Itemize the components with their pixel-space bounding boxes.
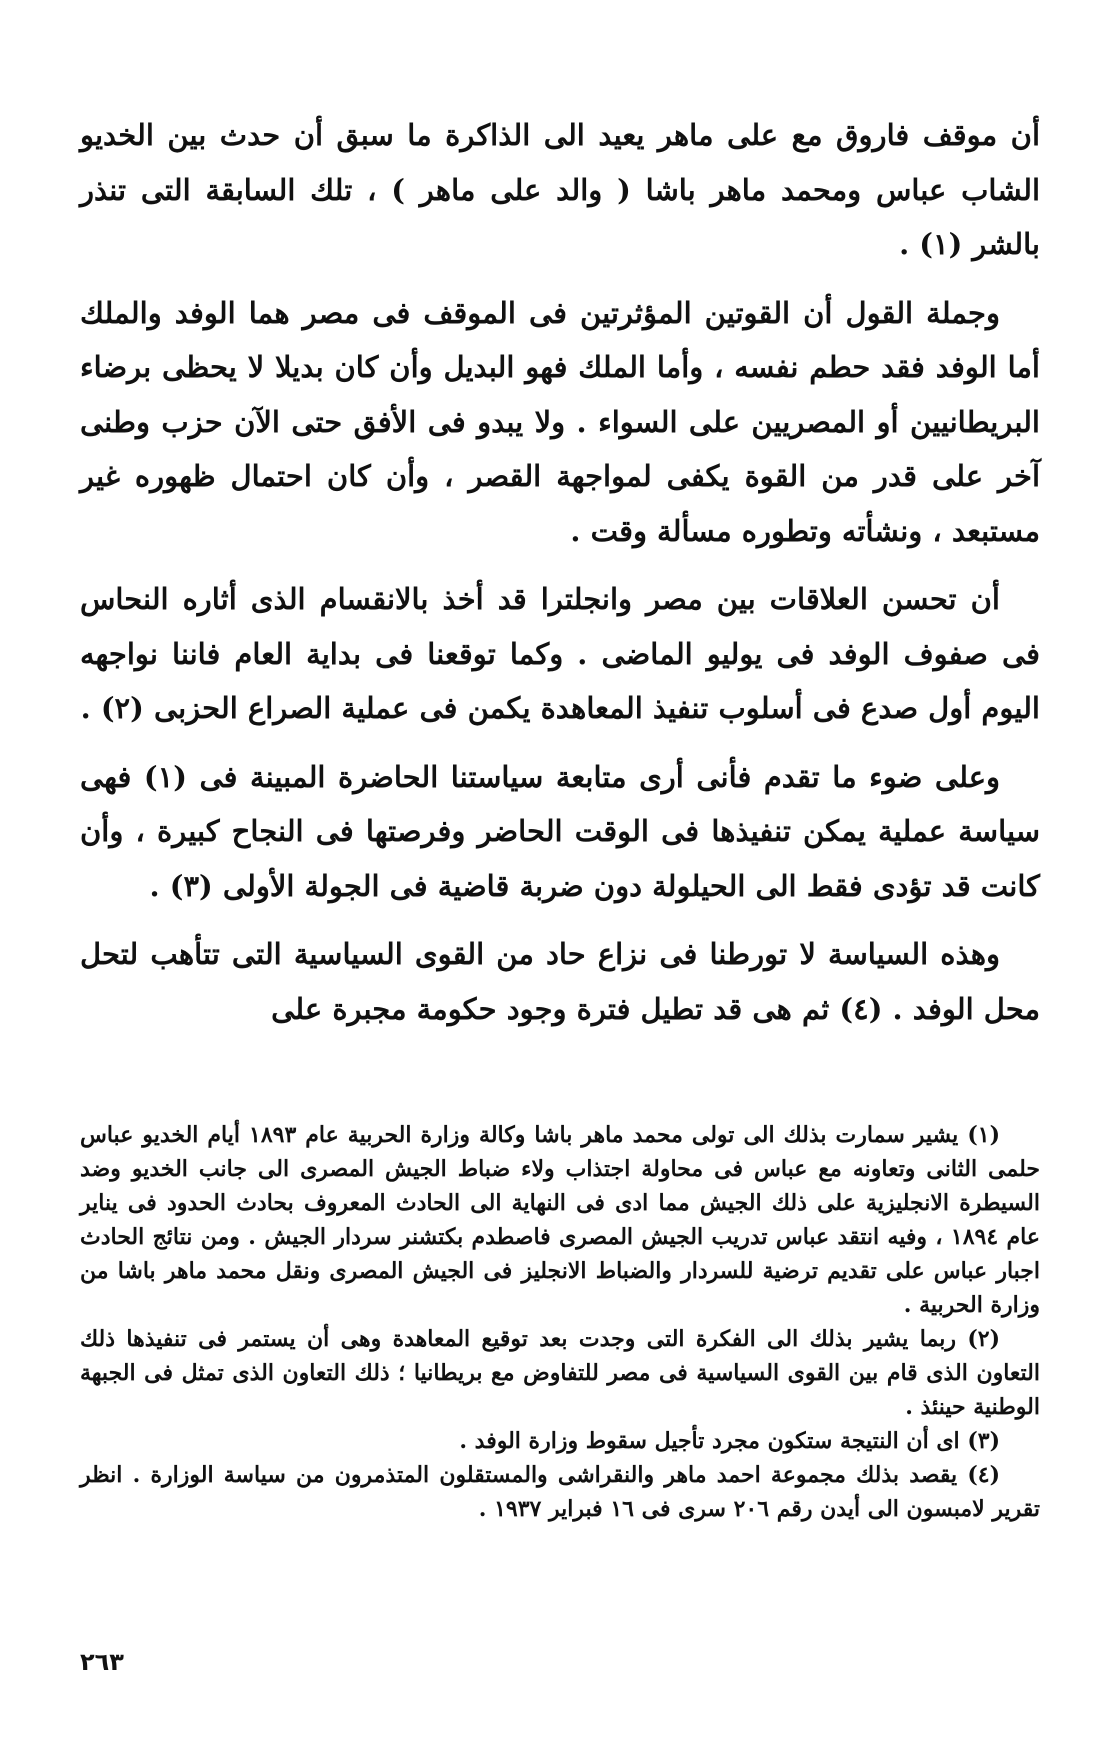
paragraph-3: أن تحسن العلاقات بين مصر وانجلترا قد أخذ بالانقسام الذى أثاره النحاس فى صفوف الوفد فى يوليو الماضى . وكما توقعنا فى بداية العام فاننا نواجهه اليوم أول صدع فى أسلوب تنفيذ المعاهدة يكمن فى عملية الصراع الحزبى (٢) . xyxy=(80,582,1040,725)
footnote-4: (٤) يقصد بذلك مجموعة احمد ماهر والنقراشى والمستقلون المتذمرون من سياسة الوزارة . انظر تقرير لامبسون الى أيدن رقم ٢٠٦ سرى فى ١٦ فبراير ١٩٣٧ . xyxy=(80,1462,1040,1522)
page-number: ٢٦٣ xyxy=(80,1648,124,1676)
paragraph-5: وهذه السياسة لا تورطنا فى نزاع حاد من القوى السياسية التى تتأهب لتحل محل الوفد . (٤) ثم هى قد تطيل فترة وجود حكومة مجبرة على xyxy=(80,937,1040,1026)
paragraph-1: أن موقف فاروق مع على ماهر يعيد الى الذاكرة ما سبق أن حدث بين الخديو الشاب عباس ومحمد ماهر باشا ( والد على ماهر ) ، تلك السابقة التى تنذر بالشر (١) . xyxy=(80,118,1040,261)
footnote-1: (١) يشير سمارت بذلك الى تولى محمد ماهر باشا وكالة وزارة الحربية عام ١٨٩٣ أيام الخديو عباس حلمى الثانى وتعاونه مع عباس فى محاولة اجتذاب ولاء ضباط الجيش المصرى الى جانب الخديو وضد السيطرة الانجليزية على ذلك الجيش مما ادى فى النهاية الى الحادث المعروف بحادث الحدود فى يناير عام ١٨٩٤ ، وفيه انتقد عباس تدريب الجيش المصرى فاصطدم بكتشنر سردار الجيش . ومن نتائج الحادث اجبار عباس على تقديم ترضية للسردار والضباط الانجليز فى الجيش المصرى ونقل محمد ماهر باشا من وزارة الحربية . xyxy=(80,1122,1040,1318)
main-text xyxy=(80,108,1040,1050)
paragraph-4: وعلى ضوء ما تقدم فأنى أرى متابعة سياستنا الحاضرة المبينة فى (١) فهى سياسة عملية يمكن تنفيذها فى الوقت الحاضر وفرصتها فى النجاح كبيرة ، وأن كانت قد تؤدى فقط الى الحيلولة دون ضربة قاضية فى الجولة الأولى (٣) . xyxy=(80,759,1040,903)
footnotes xyxy=(80,1118,1040,1526)
footnote-2: (٢) ربما يشير بذلك الى الفكرة التى وجدت بعد توقيع المعاهدة وهى أن يستمر فى تنفيذها ذلك التعاون الذى قام بين القوى السياسية فى مصر للتفاوض مع بريطانيا ؛ ذلك التعاون الذى تمثل فى الجبهة الوطنية حينئذ . xyxy=(80,1326,1040,1420)
paragraph-2: وجملة القول أن القوتين المؤثرتين فى الموقف فى مصر هما الوفد والملك أما الوفد فقد حطم نفسه ، وأما الملك فهو البديل وأن كان بديلا لا يحظى برضاء البريطانيين أو المصريين على السواء . ولا يبدو فى الأفق حتى الآن حزب وطنى آخر على قدر من القوة يكفى لمواجهة القصر ، وأن كان احتمال ظهوره غير مستبعد ، ونشأته وتطوره مسألة وقت . xyxy=(80,295,1040,548)
footnote-3: (٣) اى أن النتيجة ستكون مجرد تأجيل سقوط وزارة الوفد . xyxy=(459,1428,1000,1454)
